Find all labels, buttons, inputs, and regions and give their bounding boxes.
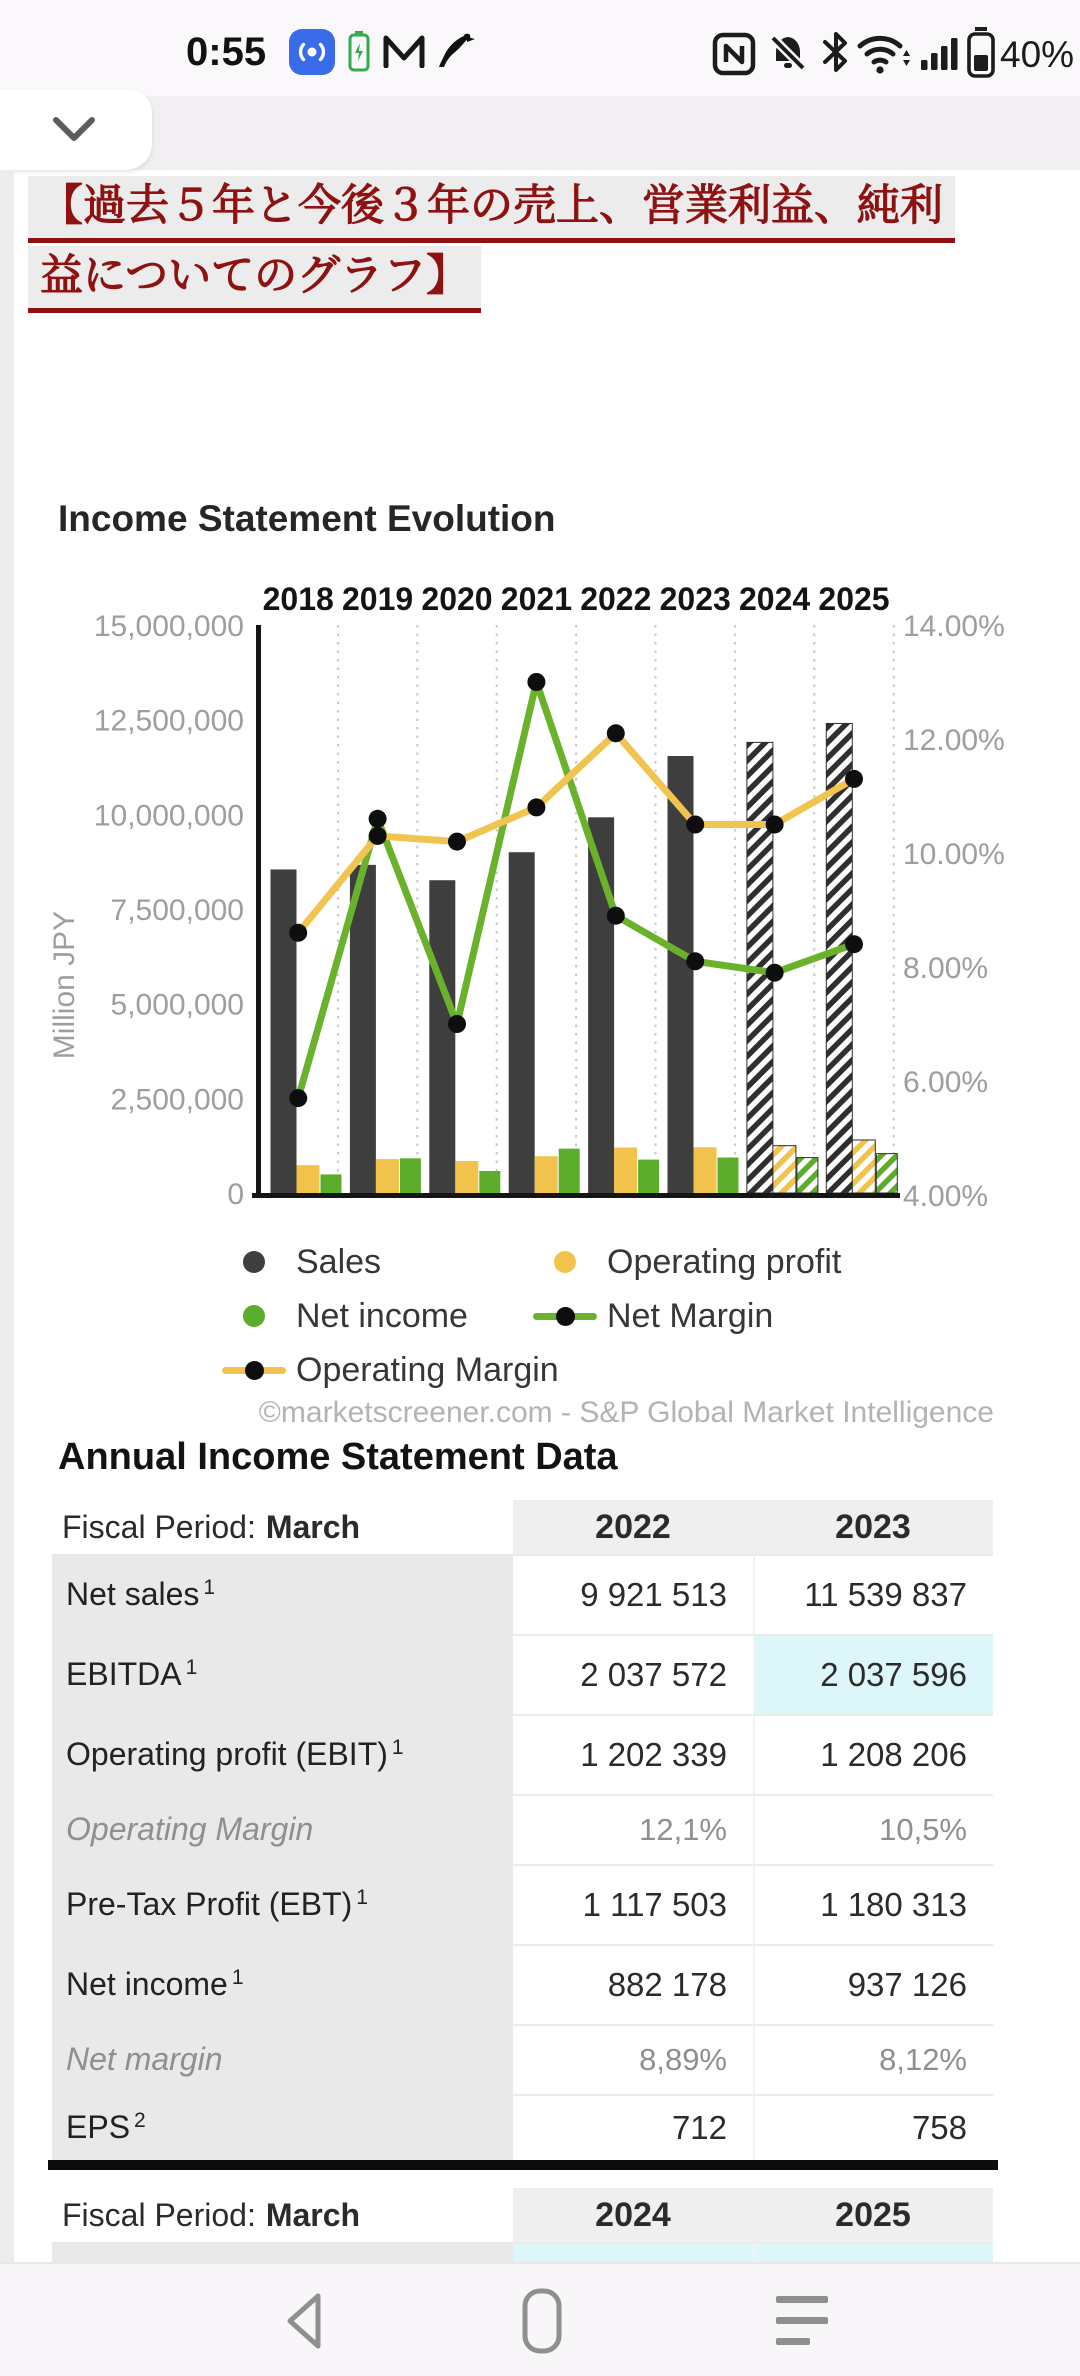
year-label: 2018 [262, 581, 334, 617]
net-margin-point-2018 [289, 1089, 307, 1107]
column-header-2023: 2023 [753, 1500, 993, 1554]
right-axis-tick: 6.00% [903, 1066, 989, 1099]
right-axis-tick: 8.00% [903, 952, 989, 985]
year-label: 2023 [659, 581, 731, 617]
status-bar [0, 0, 1080, 96]
table-row-eps [52, 2094, 993, 2160]
battery-percent: 40% [1000, 34, 1075, 75]
right-axis-tick: 14.00% [903, 610, 1005, 643]
bird-icon [436, 30, 476, 70]
fiscal-period-label: Fiscal Period: March [52, 1500, 513, 1554]
cell-2022: 882 178 [513, 1944, 753, 2024]
table-row-ebitda [52, 1634, 993, 1714]
operating-profit-bar-2025 [852, 1140, 875, 1193]
operating-margin-point-2023 [686, 816, 704, 834]
income-statement-chart [0, 555, 1080, 1215]
cell-2022: 1 202 339 [513, 1714, 753, 1794]
legend-label: Sales [296, 1242, 382, 1281]
cell-2023: 937 126 [753, 1944, 993, 2024]
net-income-bar-2022 [638, 1160, 659, 1193]
operating-margin-point-2025 [845, 770, 863, 788]
collapse-tab[interactable] [0, 90, 152, 170]
operating-margin-point-2019 [369, 827, 387, 845]
clock: 0:55 [186, 30, 267, 74]
cell-2022: 9 921 513 [513, 1554, 753, 1634]
table-row-net-income [52, 1944, 993, 2024]
recents-icon[interactable] [774, 2294, 830, 2348]
operating-profit-bar-2022 [614, 1147, 637, 1193]
bluetooth-icon [820, 30, 852, 74]
page-edge [0, 170, 14, 2262]
legend-item-net-income [222, 1296, 468, 1336]
cell-2022: 1 117 503 [513, 1864, 753, 1944]
operating-margin-point-2021 [527, 798, 545, 816]
cell-2023: 2 037 596 [753, 1634, 993, 1714]
net-income-bar-2024 [797, 1158, 818, 1193]
legend-line-dot-icon [533, 1305, 597, 1327]
battery-saver-icon [348, 30, 370, 72]
cell-2022: 12,1% [513, 1794, 753, 1864]
row-label: Net margin [52, 2024, 513, 2094]
left-axis-tick: 0 [227, 1178, 244, 1211]
year-label: 2021 [500, 581, 572, 617]
legend-label: Operating profit [607, 1242, 842, 1281]
fiscal-period-label: Fiscal Period: March [52, 2188, 513, 2242]
left-axis-tick: 5,000,000 [110, 988, 244, 1022]
notifications-off-icon [766, 32, 810, 76]
wifi-icon [856, 32, 914, 76]
cell-2023: 8,12% [753, 2024, 993, 2094]
legend-dot-icon [222, 1305, 286, 1327]
net-income-bar-2020 [479, 1171, 500, 1193]
right-axis-tick: 4.00% [903, 1180, 989, 1213]
legend-item-operating-margin [222, 1350, 559, 1390]
right-axis-tick: 12.00% [903, 724, 1005, 757]
legend-dot-icon [222, 1251, 286, 1273]
tab-band [0, 96, 1080, 170]
net-income-bar-2025 [876, 1154, 897, 1193]
back-icon[interactable] [278, 2288, 330, 2354]
year-label: 2019 [342, 581, 414, 617]
left-axis-tick: 2,500,000 [110, 1083, 244, 1117]
operating-profit-bar-2023 [694, 1147, 717, 1193]
legend-label: Net Margin [607, 1296, 774, 1335]
cell-2025 [753, 2242, 993, 2262]
row-label [52, 2242, 513, 2262]
chart-source: ©marketscreener.com - S&P Global Market Intelligence [258, 1396, 994, 1429]
cell-2023: 10,5% [753, 1794, 993, 1864]
row-label: Net sales 1 [52, 1554, 513, 1634]
legend-label: Operating Margin [296, 1350, 559, 1389]
sales-bar-2018 [271, 869, 297, 1193]
net-margin-point-2024 [766, 964, 784, 982]
table-row-partial [52, 2242, 993, 2262]
android-nav-bar [0, 2262, 1080, 2376]
annual-table-2024-2025 [52, 2188, 993, 2262]
cell-2023: 1 208 206 [753, 1714, 993, 1794]
table-row-operating-margin [52, 1794, 993, 1864]
operating-margin-point-2018 [289, 924, 307, 942]
left-axis-tick: 12,500,000 [93, 704, 244, 738]
legend-dot-icon [533, 1251, 597, 1273]
cell-2022: 712 [513, 2094, 753, 2160]
cell-2023: 11 539 837 [753, 1554, 993, 1634]
operating-profit-bar-2018 [297, 1165, 320, 1193]
operating-profit-bar-2024 [773, 1146, 796, 1193]
table-row-pre-tax-profit-ebt- [52, 1864, 993, 1944]
legend-item-operating-profit [533, 1242, 841, 1282]
chart-title: Income Statement Evolution [58, 498, 556, 539]
net-margin-point-2019 [369, 810, 387, 828]
right-axis-tick: 10.00% [903, 838, 1005, 871]
operating-profit-bar-2019 [376, 1159, 399, 1193]
operating-margin-point-2020 [448, 833, 466, 851]
hotspot-icon [288, 28, 336, 76]
column-header-2022: 2022 [513, 1500, 753, 1554]
cell-2022: 2 037 572 [513, 1634, 753, 1714]
home-icon[interactable] [520, 2286, 564, 2356]
year-label: 2024 [739, 581, 811, 617]
table-row-net-margin [52, 2024, 993, 2094]
page-title-line2: 益についてのグラフ】 [28, 246, 1068, 313]
left-axis-tick: 7,500,000 [110, 894, 244, 927]
sales-bar-2020 [429, 880, 455, 1193]
left-axis-tick: 10,000,000 [93, 799, 244, 833]
year-label: 2022 [580, 581, 652, 617]
chevron-down-icon [50, 114, 98, 146]
section-heading: Annual Income Statement Data [58, 1436, 618, 1478]
year-label: 2020 [421, 581, 493, 617]
row-label: Operating profit (EBIT) 1 [52, 1714, 513, 1794]
battery-icon [966, 26, 996, 78]
operating-profit-bar-2020 [455, 1161, 478, 1193]
operating-margin-point-2022 [607, 724, 625, 742]
operating-margin-point-2024 [766, 816, 784, 834]
cell-2022: 8,89% [513, 2024, 753, 2094]
cell-2023: 758 [753, 2094, 993, 2160]
legend-item-sales [222, 1242, 381, 1282]
net-margin-point-2022 [607, 907, 625, 925]
y-axis-label: Million JPY [48, 910, 81, 1060]
row-label: Pre-Tax Profit (EBT) 1 [52, 1864, 513, 1944]
page-title-line1: 【過去５年と今後３年の売上、営業利益、純利 [28, 176, 1068, 243]
signal-icon [920, 36, 960, 72]
operating-profit-bar-2021 [535, 1156, 558, 1193]
row-label: EBITDA 1 [52, 1634, 513, 1714]
gmail-icon [382, 34, 426, 68]
year-label: 2025 [818, 581, 890, 617]
net-margin-point-2020 [448, 1015, 466, 1033]
net-income-bar-2019 [400, 1158, 421, 1193]
column-header-2024: 2024 [513, 2188, 753, 2242]
table-bottom-border [48, 2160, 998, 2170]
column-header-2025: 2025 [753, 2188, 993, 2242]
left-axis-line [256, 625, 261, 1198]
row-label: Operating Margin [52, 1794, 513, 1864]
annual-table-2022-2023 [52, 1500, 993, 2160]
table-row-operating-profit-ebit- [52, 1714, 993, 1794]
legend-item-net-margin [533, 1296, 773, 1336]
net-margin-point-2021 [527, 673, 545, 691]
net-income-bar-2023 [718, 1158, 739, 1193]
net-margin-point-2025 [845, 935, 863, 953]
nfc-icon [712, 32, 756, 76]
cell-2024 [513, 2242, 753, 2262]
net-income-bar-2021 [559, 1149, 580, 1193]
legend-label: Net income [296, 1296, 468, 1335]
net-margin-point-2023 [686, 952, 704, 970]
x-axis-line [252, 1193, 900, 1198]
row-label: Net income 1 [52, 1944, 513, 2024]
legend-line-dot-icon [222, 1359, 286, 1381]
row-label: EPS 2 [52, 2094, 513, 2160]
cell-2023: 1 180 313 [753, 1864, 993, 1944]
net-income-bar-2018 [321, 1174, 342, 1193]
sales-bar-2021 [509, 852, 535, 1193]
table-row-net-sales [52, 1554, 993, 1634]
left-axis-tick: 15,000,000 [93, 610, 244, 643]
